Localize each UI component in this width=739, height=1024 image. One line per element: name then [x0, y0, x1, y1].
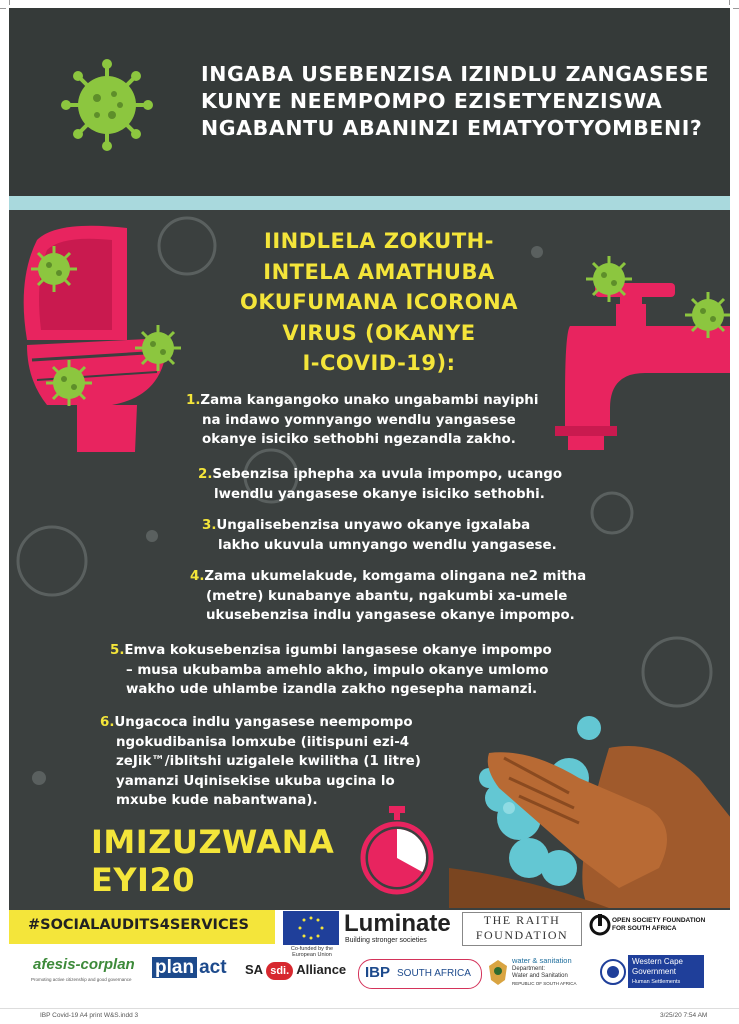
virus-icon [584, 254, 634, 304]
planact-logo: plan act [152, 957, 227, 979]
eu-caption: Co-funded by the European Union [290, 946, 334, 958]
crop-mark [733, 8, 739, 9]
luminate-logo: Luminate [344, 910, 451, 937]
sdi-alliance-logo: SA sdi. Alliance [245, 962, 346, 977]
timer-title: IMIZUZWANA EYI20 [91, 823, 335, 899]
western-cape-crest-icon [600, 958, 626, 986]
page-title: INGABA USEBENZISA IZINDLU ZANGASESE KUNYE NEEMPOMPO EZISETYENZISWA NGABANTU ABANINZI EMATYOTYOMBENI? [201, 62, 710, 140]
step-5: 5.Emva kokusebenzisa igumbi langasese okanye impompo – musa ukubamba amehlo akho, impulo okanye umlomo wakho ude uhlambe izandla zakho ngesepha namanzi. [110, 643, 552, 697]
coat-of-arms-icon [487, 958, 509, 986]
poster [9, 8, 730, 910]
virus-icon [44, 358, 94, 408]
afesis-corplan-logo: afesis-corplan [33, 956, 135, 973]
file-slug: IBP Covid-19 A4 print W&S.indd 3 [40, 1012, 139, 1019]
virus-icon [29, 244, 79, 294]
virus-icon [62, 60, 152, 150]
step-6: 6.Ungacoca indlu yangasese neempompo ngokudibanisa lomxube (iitispuni ezi-4 zeJik™/iblitshi uzigalele kwilitha (1 litre) yamanzi Uqinisekise ukuba ugcina lo mxube kude nabantwana). [100, 715, 421, 808]
step-number: 2. [198, 467, 213, 482]
step-number: 4. [190, 569, 205, 584]
step-2: 2.Sebenzisa iphepha xa uvula impompo, ucango lwendlu yangasese okanye isiciko sethobhi. [198, 467, 563, 502]
western-cape-government-logo: Western Cape Government Human Settlements [628, 955, 704, 988]
crop-mark [9, 0, 10, 5]
hand-washing-icon [449, 708, 730, 908]
guide-title: IINDLELA ZOKUTH- INTELA AMATHUBA OKUFUMANA ICORONA VIRUS (OKANYE I-COVID-19): [240, 229, 518, 375]
step-number: 6. [100, 715, 115, 730]
osf-logo-icon [589, 914, 611, 936]
luminate-tagline: Building stronger societies [345, 937, 427, 944]
step-number: 3. [202, 518, 217, 533]
osf-logo-text: OPEN SOCIETY FOUNDATION FOR SOUTH AFRICA [612, 917, 706, 932]
step-number: 5. [110, 643, 125, 658]
step-1: 1.Zama kangangoko unako ungabambi nayiphi na indawo yomnyango wendlu yangasese okanye isiciko sethobhi ngezandla zakho. [186, 393, 539, 447]
crop-mark [0, 8, 6, 9]
step-number: 1. [186, 393, 201, 408]
virus-icon [683, 290, 730, 340]
virus-icon [133, 323, 183, 373]
step-3: 3.Ungalisebenzisa unyawo okanye igxalaba lakho ukuvula umnyango wendlu yangasese. [202, 518, 557, 553]
stopwatch-icon [357, 806, 437, 896]
eu-flag-logo [283, 911, 339, 945]
crop-mark [729, 0, 730, 5]
ibp-logo: IBP SOUTH AFRICA [358, 959, 482, 989]
raith-foundation-logo: THE RAITH FOUNDATION [462, 912, 582, 946]
step-4: 4.Zama ukumelakude, komgama olingana ne2 mitha (metre) kunabanye abantu, ngakumbi xa-umele ukusebenzisa indlu yangasese okanye impompo. [190, 569, 587, 623]
slug-divider [0, 1008, 739, 1009]
afesis-tagline: Promoting active citizenship and good governance [31, 977, 132, 982]
hashtag: #SOCIALAUDITS4SERVICES [28, 917, 249, 933]
water-sanitation-logo: water & sanitation Department: Water and Sanitation REPUBLIC OF SOUTH AFRICA [512, 956, 577, 986]
file-slug-date: 3/25/20 7:54 AM [660, 1012, 708, 1019]
